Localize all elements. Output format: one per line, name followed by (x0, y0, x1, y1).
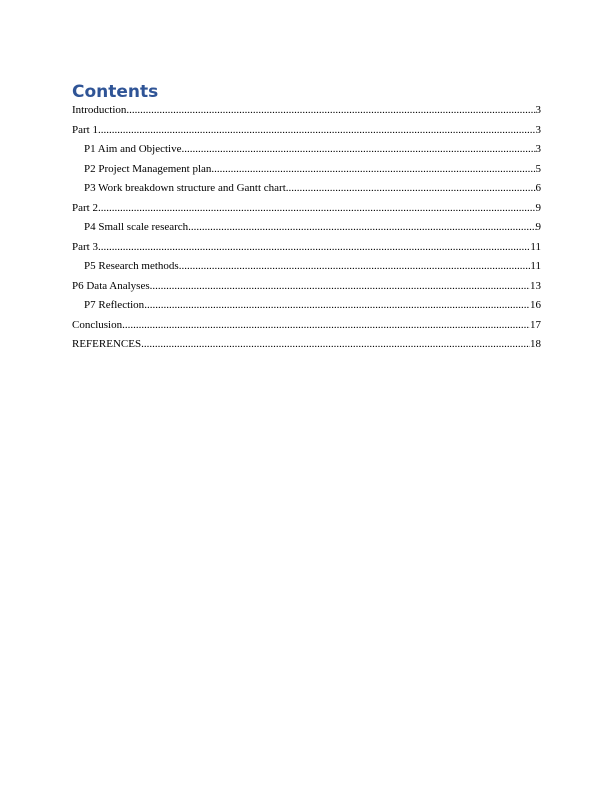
toc-entry-page: 13 (530, 279, 541, 292)
toc-dot-leader (98, 238, 530, 258)
table-of-contents (72, 101, 541, 355)
toc-entry-references[interactable] (72, 335, 541, 355)
toc-dot-leader (98, 121, 536, 141)
toc-entry-page: 11 (530, 240, 541, 253)
toc-entry-label: P4 Small scale research (84, 221, 189, 233)
toc-dot-leader (141, 335, 530, 355)
toc-entry-part-1[interactable] (72, 121, 541, 141)
toc-entry-page: 3 (535, 143, 541, 155)
toc-entry-p7-reflection[interactable] (72, 296, 541, 316)
toc-entry-p1-aim-and-objective[interactable] (72, 140, 541, 160)
toc-dot-leader (122, 316, 530, 336)
toc-dot-leader (144, 296, 530, 316)
toc-entry-conclusion[interactable] (72, 316, 541, 336)
toc-entry-label: Conclusion (72, 318, 123, 331)
toc-dot-leader (179, 257, 531, 277)
toc-entry-label: P2 Project Management plan (84, 162, 212, 175)
toc-entry-label: Part 2 (72, 201, 98, 214)
toc-entry-label: P7 Reflection (84, 299, 145, 311)
toc-entry-p3-work-breakdown-structure[interactable] (72, 179, 541, 199)
toc-entry-p4-small-scale-research[interactable] (72, 218, 541, 238)
toc-entry-page: 11 (530, 260, 541, 272)
toc-entry-label: P6 Data Analyses (72, 279, 150, 292)
toc-entry-page: 3 (535, 123, 541, 136)
toc-entry-page: 5 (535, 162, 541, 175)
toc-entry-page: 18 (530, 338, 541, 350)
toc-entry-page: 6 (535, 182, 541, 194)
toc-entry-page: 17 (530, 318, 541, 331)
toc-entry-label: Part 1 (72, 123, 98, 136)
toc-entry-page: 3 (535, 104, 541, 116)
toc-entry-label: REFERENCES (72, 338, 142, 350)
toc-entry-label: Introduction (72, 104, 127, 116)
toc-entry-page: 9 (535, 201, 541, 214)
toc-heading: Contents (72, 82, 159, 102)
toc-entry-part-3[interactable] (72, 238, 541, 258)
toc-entry-label: P3 Work breakdown structure and Gantt chart (84, 182, 286, 194)
toc-dot-leader (126, 101, 535, 121)
toc-entry-page: 9 (535, 221, 541, 233)
toc-entry-label: P1 Aim and Objective (84, 143, 182, 155)
toc-entry-label: P5 Research methods (84, 260, 179, 272)
toc-entry-introduction[interactable] (72, 101, 541, 121)
toc-dot-leader (188, 218, 535, 238)
toc-entry-part-2[interactable] (72, 199, 541, 219)
toc-dot-leader (211, 160, 535, 180)
toc-dot-leader (286, 179, 536, 199)
toc-dot-leader (98, 199, 536, 219)
toc-entry-p5-research-methods[interactable] (72, 257, 541, 277)
toc-dot-leader (181, 140, 535, 160)
toc-entry-label: Part 3 (72, 240, 98, 253)
toc-dot-leader (150, 277, 530, 297)
toc-entry-p6-data-analyses[interactable] (72, 277, 541, 297)
toc-entry-page: 16 (530, 299, 541, 311)
toc-entry-p2-project-management-plan[interactable] (72, 160, 541, 180)
